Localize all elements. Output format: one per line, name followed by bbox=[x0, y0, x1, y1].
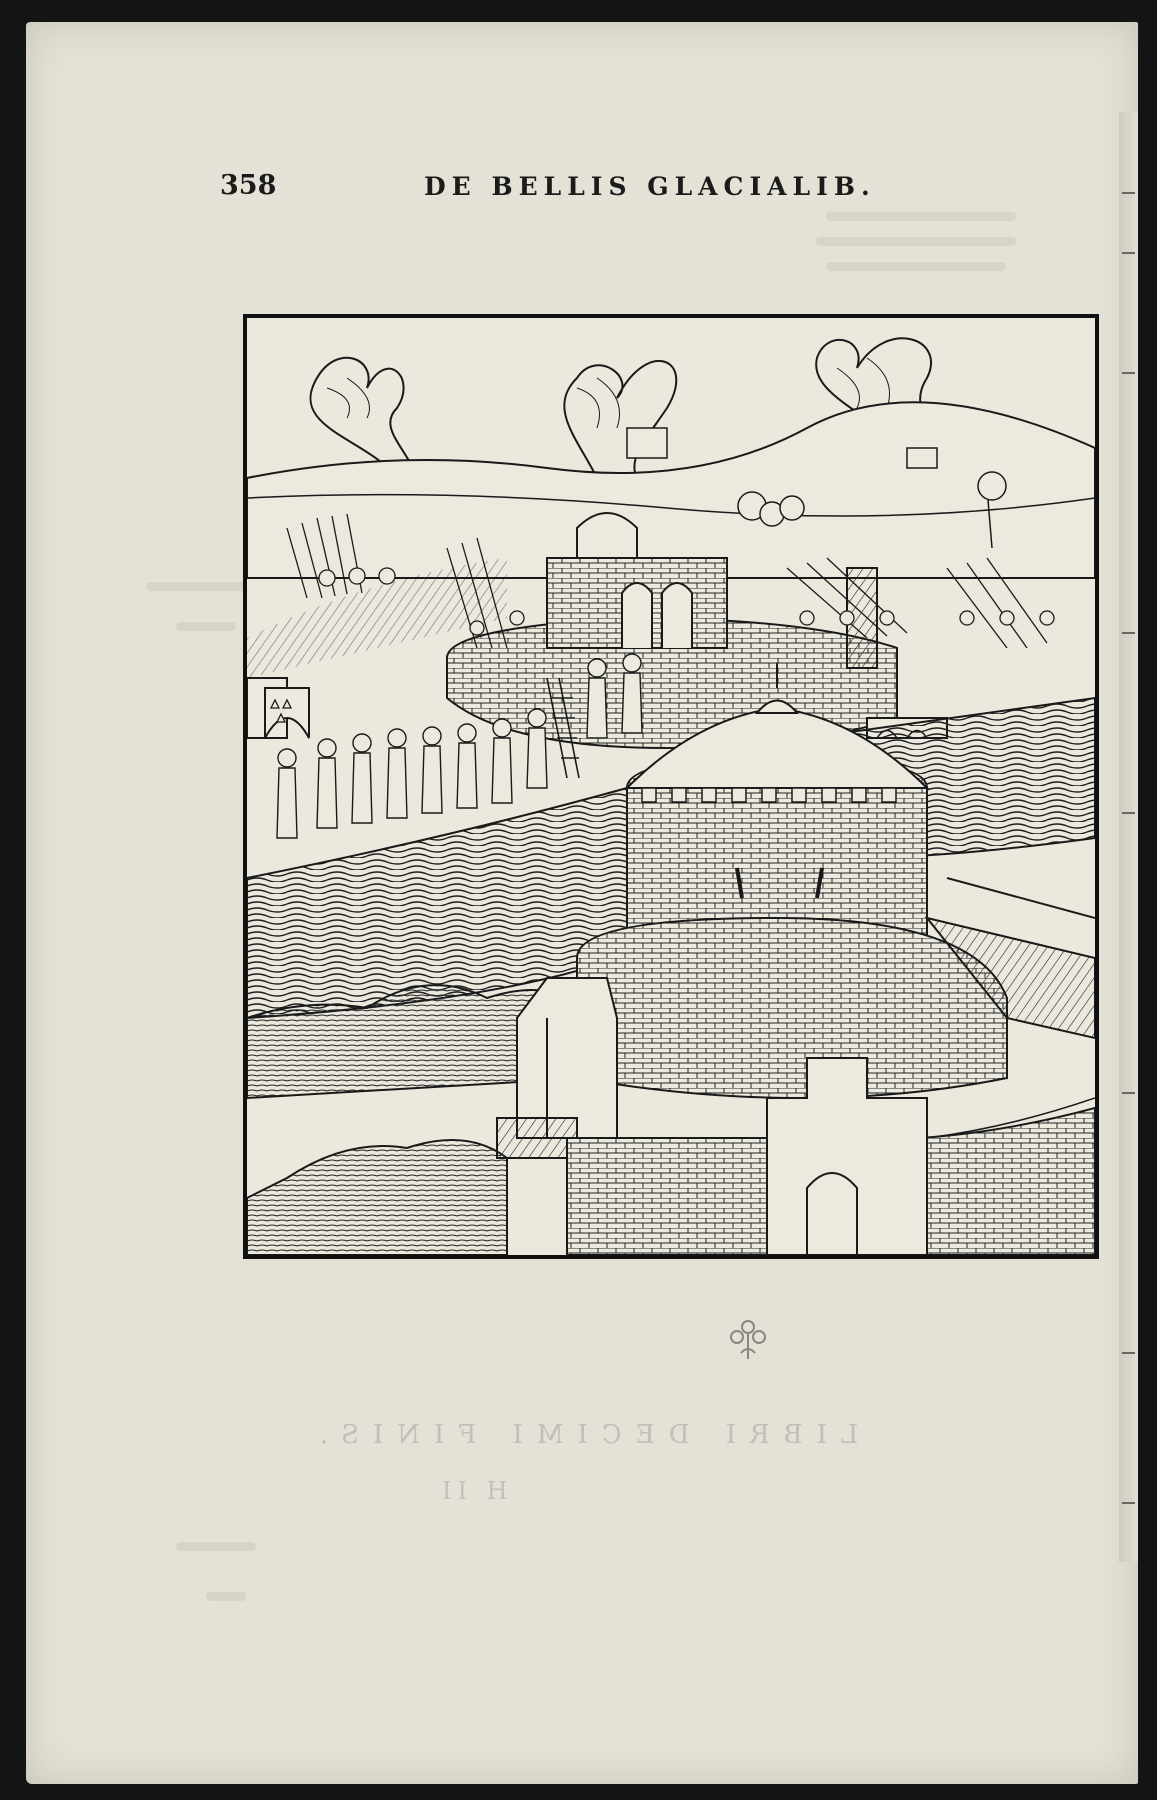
page-header bbox=[26, 170, 1138, 210]
siege-scene bbox=[247, 318, 1095, 1255]
running-head: DE BELLIS GLACIALIB. bbox=[424, 172, 876, 201]
show-through-text: LIBRI DECIMI FINIS. bbox=[305, 1420, 859, 1450]
show-through-signature: H II bbox=[436, 1477, 508, 1505]
page-number: 358 bbox=[220, 170, 277, 201]
next-page-edge bbox=[1119, 112, 1138, 1562]
fleuron-ornament bbox=[723, 1315, 773, 1365]
woodcut-illustration bbox=[243, 314, 1099, 1259]
